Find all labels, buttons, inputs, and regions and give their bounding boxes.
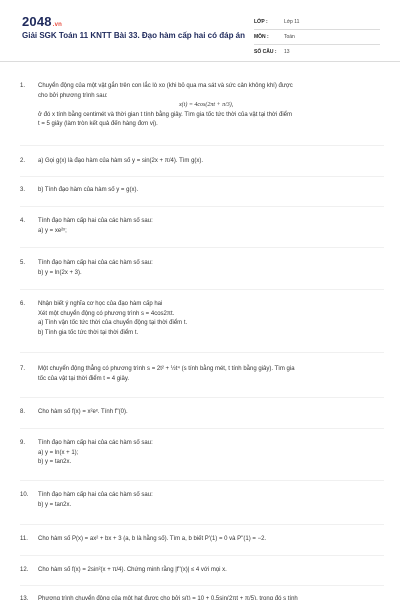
question-line: Tính đạo hàm cấp hai của các hàm số sau: [38, 492, 153, 498]
question-line: a) y = xe²ˣ; [38, 227, 67, 234]
question-line: Cho hàm số f(x) = x²eˣ. Tính f''(0). [38, 409, 128, 415]
question-line: Nhận biết ý nghĩa cơ học của đạo hàm cấp hai [38, 301, 163, 307]
question-body [38, 157, 386, 167]
question-body [38, 259, 386, 278]
question-number: 8. [20, 409, 26, 415]
question-line: b) y = tan2x. [38, 501, 72, 508]
divider [20, 145, 384, 146]
document-header [0, 0, 400, 62]
logo-suffix: .vn [52, 22, 63, 28]
divider [20, 352, 384, 353]
question-line: Phương trình chuyển động của một hạt được cho bởi s(t) = 10 + 0,5sin(2πt + π/5), trong đó s tính [38, 596, 298, 600]
question-number: 13. [20, 596, 29, 600]
question-line: ở đó x tính bằng centimét và thời gian t tính bằng giây. Tìm gia tốc tức thời của vật tại thời điểm [38, 111, 292, 118]
question-number: 4. [20, 218, 26, 224]
question-number: 6. [20, 301, 26, 307]
divider [20, 176, 384, 177]
question-body [38, 535, 386, 545]
meta-value: Lớp 11 [284, 19, 300, 25]
meta-value: Toán [284, 34, 295, 40]
question-body [38, 491, 386, 510]
site-logo[interactable] [22, 14, 62, 29]
question-line: Một chuyển động thẳng có phương trình s = 2t² + ½t⁴ (s tính bằng mét, t tính bằng giây). Tìm gia [38, 366, 295, 372]
question-body [38, 439, 386, 468]
question-number: 1. [20, 83, 26, 89]
meta-row-class [254, 15, 380, 30]
question-line: Tính đạo hàm cấp hai của các hàm số sau: [38, 218, 153, 224]
divider [20, 555, 384, 556]
question-line: Tính đạo hàm cấp hai của các hàm số sau: [38, 440, 153, 446]
question-line: b) y = tan2x. [38, 459, 72, 465]
logo-main: 2048 [22, 14, 52, 29]
question-line: b) Tính gia tốc tức thời tại thời điểm t. [38, 329, 139, 336]
divider [20, 397, 384, 398]
question-body [38, 566, 386, 576]
question-body [38, 217, 386, 236]
divider [20, 524, 384, 525]
meta-key: LỚP : [254, 19, 268, 25]
divider [20, 289, 384, 290]
question-line: Xét một chuyển động có phương trình s = 4cos2πt. [38, 310, 175, 317]
question-number: 11. [20, 536, 28, 542]
divider [20, 247, 384, 248]
question-number: 7. [20, 366, 26, 372]
question-body [38, 595, 386, 600]
meta-row-subject [254, 30, 380, 45]
question-body [38, 300, 386, 338]
meta-value: 13 [284, 49, 290, 55]
question-body [38, 186, 386, 196]
question-formula: x(t) = 4cos(2πt + π/3), [179, 102, 234, 108]
question-line: Tính đạo hàm cấp hai của các hàm số sau: [38, 260, 153, 266]
question-number: 10. [20, 492, 29, 498]
meta-key: MÔN : [254, 34, 269, 40]
question-line: Cho hàm số f(x) = 2sin²(x + π/4). Chứng minh rằng |f''(x)| ≤ 4 với mọi x. [38, 567, 227, 573]
meta-key: SỐ CÂU : [254, 49, 277, 55]
question-number: 12. [20, 567, 29, 573]
question-number: 2. [20, 158, 26, 164]
document-title: Giải SGK Toán 11 KNTT Bài 33. Đạo hàm cấp hai có đáp án [22, 31, 246, 40]
divider [20, 480, 384, 481]
question-body [38, 365, 386, 384]
question-line: t = 5 giây (làm tròn kết quả đến hàng đơn vị). [38, 121, 158, 127]
question-line: b) Tính đạo hàm của hàm số y = g(x). [38, 187, 139, 193]
divider [20, 206, 384, 207]
question-line: Cho hàm số P(x) = ax² + bx + 3 (a, b là hằng số). Tìm a, b biết P'(1) = 0 và P''(1) = −2. [38, 536, 267, 542]
question-line: cho bởi phương trình sau: [38, 92, 108, 99]
question-body [38, 408, 386, 418]
question-line: a) Tính vận tốc tức thời của chuyển động tại thời điểm t. [38, 320, 188, 326]
question-number: 9. [20, 440, 26, 446]
question-number: 3. [20, 187, 26, 193]
question-number: 5. [20, 260, 26, 266]
question-body [38, 82, 386, 130]
divider [20, 428, 384, 429]
divider [20, 585, 384, 586]
question-line: tốc của vật tại thời điểm t = 4 giây. [38, 375, 130, 382]
question-line: a) Gọi g(x) là đạo hàm của hàm số y = sin(2x + π/4). Tìm g(x). [38, 158, 204, 164]
question-line: a) y = ln(x + 1); [38, 449, 79, 456]
question-line: b) y = ln(2x + 3). [38, 269, 82, 276]
meta-row-count [254, 45, 380, 60]
question-line: Chuyển động của một vật gắn trên con lắc lò xo (khi bỏ qua ma sát và sức cản không khí) được [38, 83, 293, 89]
